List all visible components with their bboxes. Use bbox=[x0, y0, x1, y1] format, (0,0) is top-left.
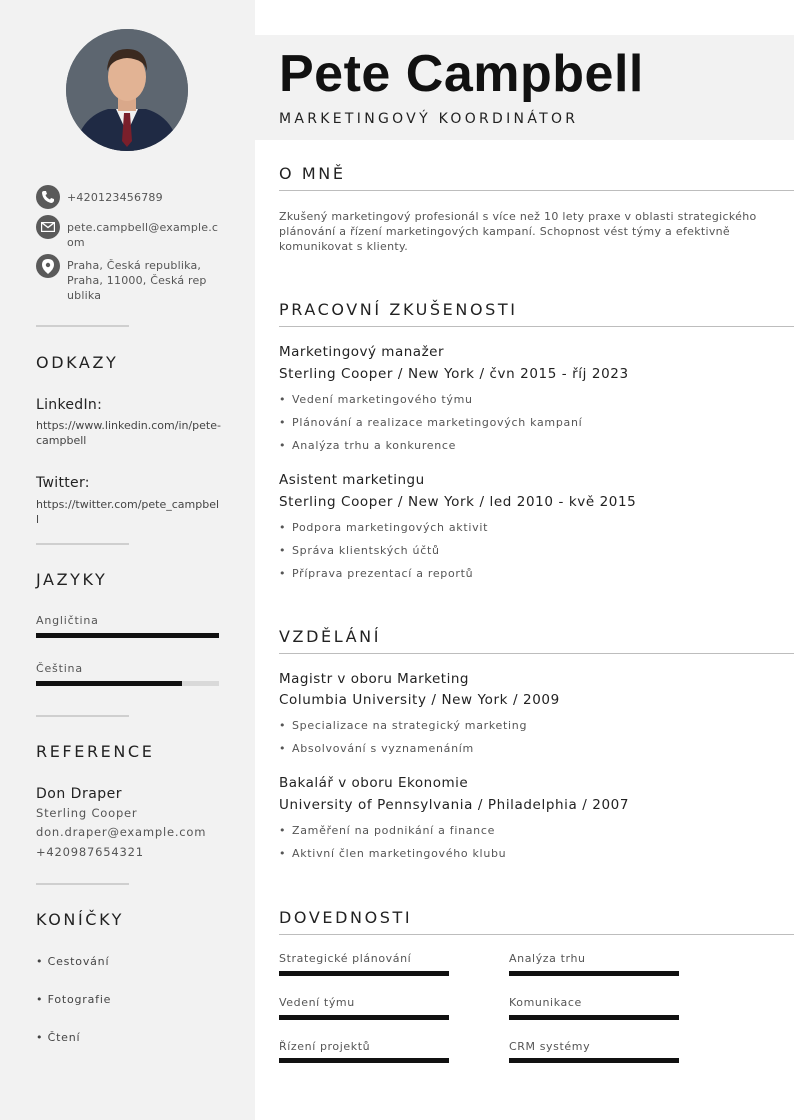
skill-bar bbox=[509, 971, 679, 976]
bullet-text: Analýza trhu a konkurence bbox=[292, 439, 457, 452]
skill-bar bbox=[279, 971, 449, 976]
skills-heading: DOVEDNOSTI bbox=[279, 908, 413, 927]
linkedin-label: LinkedIn: bbox=[36, 397, 103, 413]
mail-icon bbox=[36, 215, 60, 239]
hobby-item: • Čtení bbox=[36, 1031, 81, 1044]
education-bullet: • Absolvování s vyznamenáním bbox=[279, 742, 474, 755]
sidebar bbox=[0, 0, 255, 1120]
divider bbox=[36, 883, 129, 885]
divider bbox=[36, 543, 129, 545]
linkedin-link[interactable]: https://www.linkedin.com/in/pete-campbell bbox=[36, 419, 221, 447]
experience-bullet: • Správa klientských účtů bbox=[279, 544, 440, 557]
reference-name: Don Draper bbox=[36, 786, 123, 802]
language-level-fill bbox=[36, 633, 219, 638]
experience-bullet: • Plánování a realizace marketingových kampaní bbox=[279, 416, 583, 429]
reference-phone: +420987654321 bbox=[36, 845, 144, 859]
hobby-item: • Fotografie bbox=[36, 993, 112, 1006]
experience-title: Asistent marketingu bbox=[279, 472, 425, 488]
bullet-text: Vedení marketingového týmu bbox=[292, 393, 473, 406]
skill-name: Vedení týmu bbox=[279, 996, 355, 1009]
bullet-text: Plánování a realizace marketingových kampaní bbox=[292, 416, 583, 429]
skill-bar bbox=[509, 1015, 679, 1020]
hobby-label: Fotografie bbox=[47, 993, 112, 1006]
experience-bullet: • Příprava prezentací a reportů bbox=[279, 567, 474, 580]
phone-icon bbox=[36, 185, 60, 209]
language-name: Čeština bbox=[36, 662, 83, 675]
experience-subtitle: Sterling Cooper / New York / led 2010 - kvě 2015 bbox=[279, 494, 637, 510]
hobby-label: Cestování bbox=[47, 955, 110, 968]
skill-bar bbox=[509, 1058, 679, 1063]
education-subtitle: Columbia University / New York / 2009 bbox=[279, 692, 560, 708]
reference-email: don.draper@example.com bbox=[36, 825, 207, 839]
experience-bullet: • Vedení marketingového týmu bbox=[279, 393, 473, 406]
hobbies-heading: KONÍČKY bbox=[36, 910, 124, 929]
section-rule bbox=[279, 326, 794, 327]
email-text: pete.campbell@example.com bbox=[67, 221, 219, 249]
about-text: Zkušený marketingový profesionál s více než 10 lety praxe v oblasti strategického plánování a řízení marketingových kampaní. Schopnost vést týmy a efektivně komunikovat s klienty. bbox=[279, 210, 757, 253]
education-bullet: • Zaměření na podnikání a finance bbox=[279, 824, 496, 837]
address-text: Praha, Česká republika, Praha, 11000, Česká republika bbox=[67, 259, 207, 302]
hobby-item: • Cestování bbox=[36, 955, 110, 968]
section-rule bbox=[279, 653, 794, 654]
twitter-link[interactable]: https://twitter.com/pete_campbell bbox=[36, 498, 220, 526]
references-heading: REFERENCE bbox=[36, 742, 155, 761]
candidate-name: Pete Campbell bbox=[279, 45, 644, 103]
section-rule bbox=[279, 934, 794, 935]
experience-heading: PRACOVNÍ ZKUŠENOSTI bbox=[279, 300, 518, 319]
bullet-text: Správa klientských účtů bbox=[292, 544, 440, 557]
education-subtitle: University of Pennsylvania / Philadelphia / 2007 bbox=[279, 797, 630, 813]
skill-bar bbox=[279, 1015, 449, 1020]
contact-address bbox=[36, 254, 207, 303]
experience-subtitle: Sterling Cooper / New York / čvn 2015 - říj 2023 bbox=[279, 366, 629, 382]
bullet-text: Podpora marketingových aktivit bbox=[292, 521, 489, 534]
skill-bar bbox=[279, 1058, 449, 1063]
hobby-label: Čtení bbox=[47, 1031, 81, 1044]
languages-heading: JAZYKY bbox=[36, 570, 108, 589]
about-heading: O MNĚ bbox=[279, 164, 346, 183]
education-bullet: • Specializace na strategický marketing bbox=[279, 719, 528, 732]
skill-name: Analýza trhu bbox=[509, 952, 586, 965]
language-level-fill bbox=[36, 681, 182, 686]
language-level-bar bbox=[36, 633, 219, 638]
twitter-label: Twitter: bbox=[36, 475, 90, 491]
language-level-bar bbox=[36, 681, 219, 686]
profile-photo bbox=[66, 29, 188, 151]
divider bbox=[36, 715, 129, 717]
education-bullet: • Aktivní člen marketingového klubu bbox=[279, 847, 507, 860]
skill-name: CRM systémy bbox=[509, 1040, 591, 1053]
skill-name: Řízení projektů bbox=[279, 1040, 371, 1053]
main-content bbox=[255, 0, 794, 1120]
bullet-text: Specializace na strategický marketing bbox=[292, 719, 528, 732]
bullet-text: Příprava prezentací a reportů bbox=[292, 567, 474, 580]
section-rule bbox=[279, 190, 794, 191]
job-title: MARKETINGOVÝ KOORDINÁTOR bbox=[279, 111, 579, 127]
experience-bullet: • Podpora marketingových aktivit bbox=[279, 521, 489, 534]
bullet-text: Zaměření na podnikání a finance bbox=[292, 824, 496, 837]
skill-name: Komunikace bbox=[509, 996, 582, 1009]
reference-company: Sterling Cooper bbox=[36, 806, 138, 820]
divider bbox=[36, 325, 129, 327]
language-name: Angličtina bbox=[36, 614, 99, 627]
location-pin-icon bbox=[36, 254, 60, 278]
links-heading: ODKAZY bbox=[36, 353, 119, 372]
phone-text: +420123456789 bbox=[67, 191, 163, 204]
skill-name: Strategické plánování bbox=[279, 952, 412, 965]
bullet-text: Aktivní člen marketingového klubu bbox=[292, 847, 507, 860]
contact-email bbox=[36, 215, 219, 250]
education-heading: VZDĚLÁNÍ bbox=[279, 627, 382, 646]
education-title: Bakalář v oboru Ekonomie bbox=[279, 775, 469, 791]
education-title: Magistr v oboru Marketing bbox=[279, 671, 469, 687]
experience-title: Marketingový manažer bbox=[279, 344, 445, 360]
contact-phone bbox=[36, 185, 219, 209]
bullet-text: Absolvování s vyznamenáním bbox=[292, 742, 474, 755]
experience-bullet: • Analýza trhu a konkurence bbox=[279, 439, 457, 452]
